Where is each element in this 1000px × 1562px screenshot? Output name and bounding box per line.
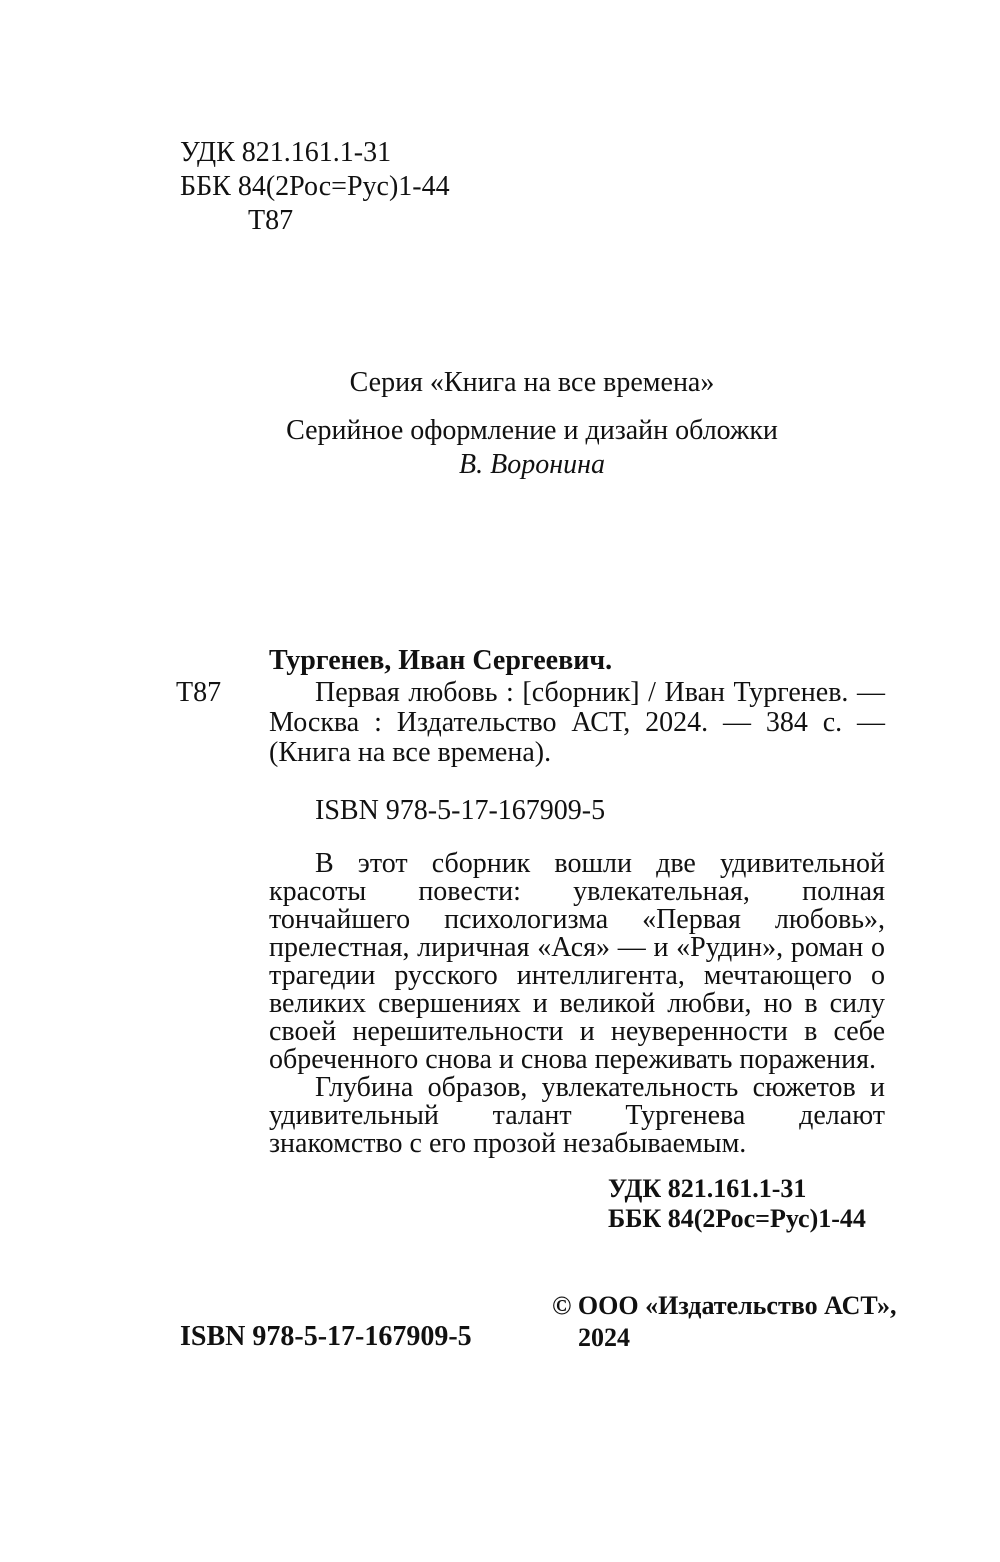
designer-name: В. Воронина — [459, 449, 605, 480]
udk-code: УДК 821.161.1-31 — [180, 137, 392, 168]
series-title: Серия «Книга на все времена» — [349, 367, 715, 398]
annotation-paragraph: Глубина образов, увлекательность сюжетов и удивительный талант Тургенева делают знакомство с его прозой незабываемым. — [269, 1072, 885, 1159]
annotation-paragraph: В этот сборник вошли две удивительной красоты повести: увлекательная, полная тончайшего психологизма «Первая любовь», прелестная, лиричная «Ася» — и «Рудин», роман о трагедии русского интеллигента, мечтающего о великих свершениях и великой любви, но в силу своей нерешительности и неуверенности в себе обреченного снова и снова переживать поражения. — [269, 848, 885, 1075]
classification-codes-top — [180, 136, 450, 238]
isbn-bottom: ISBN 978-5-17-167909-5 — [180, 1321, 472, 1352]
author-mark: Т87 — [248, 205, 294, 236]
udk-code: УДК 821.161.1-31 — [608, 1174, 807, 1203]
record-isbn: ISBN 978-5-17-167909-5 — [315, 795, 606, 826]
bbk-code: ББК 84(2Рос=Рус)1-44 — [608, 1204, 866, 1233]
record-heading: Тургенев, Иван Сергеевич. — [269, 645, 613, 676]
copyright-year: 2024 — [578, 1323, 630, 1352]
design-credit — [200, 414, 864, 482]
design-label: Серийное оформление и дизайн обложки — [286, 415, 778, 446]
bbk-code: ББК 84(2Рос=Рус)1-44 — [180, 171, 450, 202]
copyright-holder: © ООО «Издательство АСТ», — [552, 1291, 897, 1320]
record-description: Первая любовь : [сборник] / Иван Тургенев. — Москва : Издательство АСТ, 2024. — 384 с. — (Книга на все времена). — [269, 677, 885, 768]
record-author-mark: Т87 — [176, 677, 222, 708]
copyright — [552, 1290, 898, 1354]
annotation — [269, 850, 885, 1158]
classification-codes-bottom — [608, 1174, 866, 1234]
